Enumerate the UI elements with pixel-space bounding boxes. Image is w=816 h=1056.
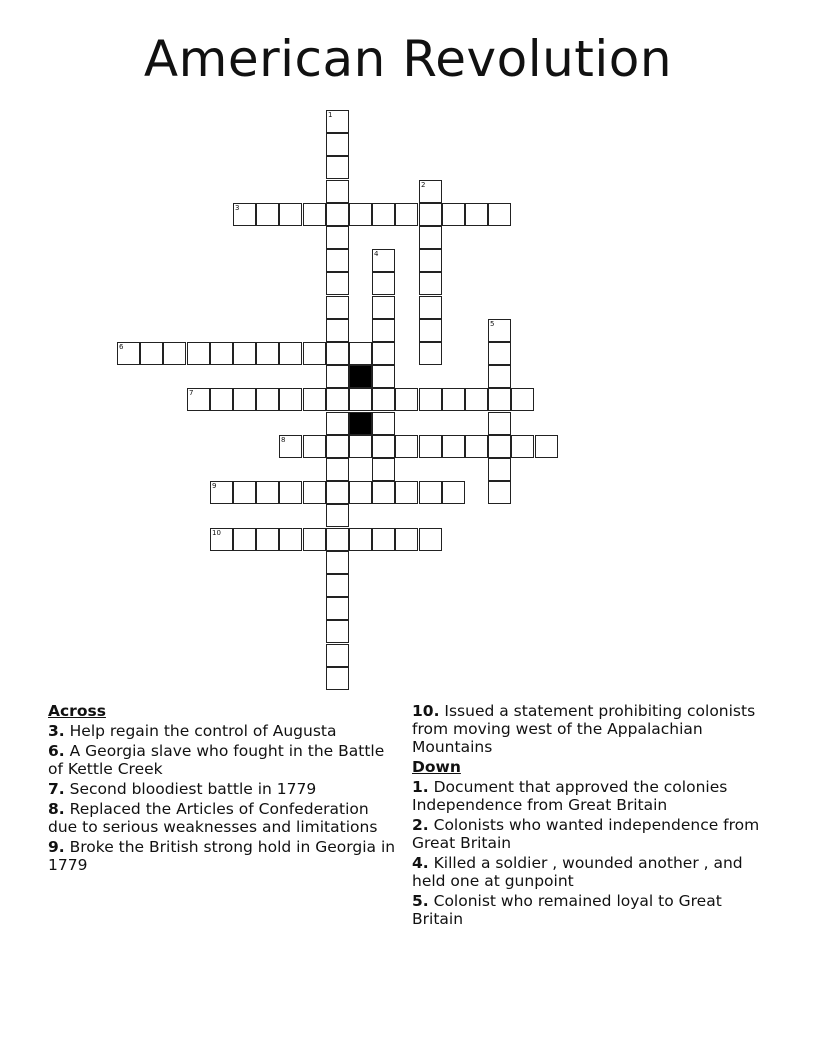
clue-across-9: [48, 838, 398, 874]
grid-cell[interactable]: [326, 110, 349, 133]
grid-cell[interactable]: [279, 388, 302, 411]
clue-text: Second bloodiest battle in 1779: [69, 780, 317, 798]
grid-cell[interactable]: [326, 296, 349, 319]
grid-cell[interactable]: [326, 319, 349, 342]
grid-cell[interactable]: [372, 388, 395, 411]
clue-number: 2.: [412, 816, 429, 834]
grid-cell[interactable]: [349, 388, 372, 411]
grid-cell[interactable]: [372, 203, 395, 226]
clue-number: 5.: [412, 892, 429, 910]
grid-cell[interactable]: [465, 388, 488, 411]
grid-cell[interactable]: [326, 133, 349, 156]
grid-cell[interactable]: [488, 319, 511, 342]
clue-text: A Georgia slave who fought in the Battle of Kettle Creek: [48, 742, 385, 778]
grid-cell[interactable]: [279, 342, 302, 365]
clue-text: Killed a soldier , wounded another , and held one at gunpoint: [412, 854, 743, 890]
grid-cell[interactable]: [256, 203, 279, 226]
grid-cell[interactable]: [465, 203, 488, 226]
clue-text: Colonists who wanted independence from Great Britain: [412, 816, 760, 852]
clue-across-7: [48, 780, 398, 798]
clue-across-10: [412, 702, 762, 756]
clue-number: 10.: [412, 702, 440, 720]
across-heading: Across: [48, 702, 106, 720]
grid-cell[interactable]: [326, 156, 349, 179]
grid-cell[interactable]: [326, 528, 349, 551]
grid-cell[interactable]: [349, 481, 372, 504]
grid-cell[interactable]: [465, 435, 488, 458]
grid-cell[interactable]: [326, 272, 349, 295]
grid-cell[interactable]: [256, 481, 279, 504]
grid-cell[interactable]: [395, 203, 418, 226]
grid-cell[interactable]: [372, 272, 395, 295]
clue-down-4: [412, 854, 762, 890]
grid-cell[interactable]: [488, 481, 511, 504]
grid-cell[interactable]: [303, 342, 326, 365]
grid-cell[interactable]: [326, 644, 349, 667]
grid-cell[interactable]: [326, 435, 349, 458]
grid-cell[interactable]: [326, 551, 349, 574]
clue-number-label: 1: [328, 111, 333, 119]
grid-cell[interactable]: [279, 481, 302, 504]
grid-cell[interactable]: [372, 365, 395, 388]
grid-cell[interactable]: [488, 412, 511, 435]
grid-cell[interactable]: [256, 342, 279, 365]
grid-cell[interactable]: [395, 528, 418, 551]
grid-cell[interactable]: [326, 574, 349, 597]
grid-cell[interactable]: [210, 342, 233, 365]
grid-cell[interactable]: [140, 342, 163, 365]
grid-cell[interactable]: [233, 481, 256, 504]
clue-number-label: 10: [212, 529, 221, 537]
grid-cell[interactable]: [419, 203, 442, 226]
grid-cell[interactable]: [303, 435, 326, 458]
clue-number-label: 2: [421, 181, 426, 189]
grid-cell[interactable]: [442, 435, 465, 458]
grid-cell[interactable]: [372, 458, 395, 481]
clue-down-1: [412, 778, 762, 814]
grid-cell[interactable]: [256, 528, 279, 551]
clue-across-8: [48, 800, 398, 836]
grid-cell[interactable]: [303, 481, 326, 504]
grid-cell[interactable]: [163, 342, 186, 365]
grid-block-cell: [349, 412, 372, 435]
clue-number-label: 3: [235, 204, 240, 212]
clue-across-6: [48, 742, 398, 778]
grid-cell[interactable]: [442, 481, 465, 504]
clue-down-2: [412, 816, 762, 852]
grid-cell[interactable]: [395, 435, 418, 458]
grid-cell[interactable]: [372, 435, 395, 458]
grid-cell[interactable]: [395, 388, 418, 411]
clue-number: 3.: [48, 722, 65, 740]
grid-cell[interactable]: [303, 388, 326, 411]
grid-cell[interactable]: [488, 388, 511, 411]
grid-cell[interactable]: [419, 342, 442, 365]
clue-text: Document that approved the colonies Independence from Great Britain: [412, 778, 728, 814]
clue-number-label: 5: [490, 320, 495, 328]
grid-cell[interactable]: [419, 180, 442, 203]
grid-cell[interactable]: [349, 528, 372, 551]
grid-cell[interactable]: [210, 388, 233, 411]
grid-cell[interactable]: [488, 458, 511, 481]
clue-number-label: 9: [212, 482, 217, 490]
grid-cell[interactable]: [326, 458, 349, 481]
grid-cell[interactable]: [326, 342, 349, 365]
grid-cell[interactable]: [326, 620, 349, 643]
grid-cell[interactable]: [279, 528, 302, 551]
clue-text: Colonist who remained loyal to Great Britain: [412, 892, 722, 928]
grid-cell[interactable]: [535, 435, 558, 458]
grid-cell[interactable]: [372, 296, 395, 319]
grid-cell[interactable]: [488, 435, 511, 458]
clue-number: 6.: [48, 742, 65, 760]
grid-cell[interactable]: [233, 528, 256, 551]
grid-cell[interactable]: [326, 203, 349, 226]
clue-across-3: [48, 722, 398, 740]
clue-number: 4.: [412, 854, 429, 872]
grid-cell[interactable]: [372, 319, 395, 342]
grid-block-cell: [349, 365, 372, 388]
grid-cell[interactable]: [233, 342, 256, 365]
grid-cell[interactable]: [326, 226, 349, 249]
grid-cell[interactable]: [419, 481, 442, 504]
clue-number: 9.: [48, 838, 65, 856]
grid-cell[interactable]: [488, 342, 511, 365]
grid-cell[interactable]: [419, 435, 442, 458]
grid-cell[interactable]: [419, 388, 442, 411]
grid-cell[interactable]: [326, 249, 349, 272]
clue-text: Issued a statement prohibiting colonists from moving west of the Appalachian Mountains: [412, 702, 756, 756]
grid-cell[interactable]: [488, 203, 511, 226]
clue-text: Help regain the control of Augusta: [69, 722, 337, 740]
grid-cell[interactable]: [419, 296, 442, 319]
grid-cell[interactable]: [303, 203, 326, 226]
grid-cell[interactable]: [233, 388, 256, 411]
grid-cell[interactable]: [419, 272, 442, 295]
grid-cell[interactable]: [233, 203, 256, 226]
clue-number-label: 7: [189, 389, 194, 397]
grid-cell[interactable]: [279, 435, 302, 458]
grid-cell[interactable]: [210, 481, 233, 504]
grid-cell[interactable]: [419, 226, 442, 249]
clues-right-column: [412, 702, 762, 930]
grid-cell[interactable]: [419, 249, 442, 272]
grid-cell[interactable]: [488, 365, 511, 388]
clue-number: 1.: [412, 778, 429, 796]
clue-number: 7.: [48, 780, 65, 798]
grid-cell[interactable]: [326, 365, 349, 388]
puzzle-title: American Revolution: [143, 30, 673, 88]
grid-cell[interactable]: [326, 597, 349, 620]
grid-cell[interactable]: [279, 203, 302, 226]
grid-cell[interactable]: [349, 342, 372, 365]
grid-cell[interactable]: [326, 667, 349, 690]
clues-left-column: [48, 702, 398, 876]
clue-text: Replaced the Articles of Confederation due to serious weaknesses and limitations: [48, 800, 378, 836]
grid-cell[interactable]: [117, 342, 140, 365]
grid-cell[interactable]: [442, 388, 465, 411]
grid-cell[interactable]: [372, 528, 395, 551]
clue-text: Broke the British strong hold in Georgia in 1779: [48, 838, 396, 874]
grid-cell[interactable]: [187, 342, 210, 365]
grid-cell[interactable]: [326, 504, 349, 527]
grid-cell[interactable]: [326, 180, 349, 203]
grid-cell[interactable]: [442, 203, 465, 226]
clue-number-label: 8: [281, 436, 286, 444]
clue-number-label: 6: [119, 343, 124, 351]
grid-cell[interactable]: [326, 388, 349, 411]
grid-cell[interactable]: [419, 319, 442, 342]
grid-cell[interactable]: [372, 481, 395, 504]
grid-cell[interactable]: [419, 528, 442, 551]
grid-cell[interactable]: [395, 481, 418, 504]
down-heading: Down: [412, 758, 461, 776]
clue-down-5: [412, 892, 762, 928]
grid-cell[interactable]: [349, 435, 372, 458]
grid-cell[interactable]: [326, 481, 349, 504]
grid-cell[interactable]: [303, 528, 326, 551]
grid-cell[interactable]: [187, 388, 210, 411]
clue-number: 8.: [48, 800, 65, 818]
grid-cell[interactable]: [256, 388, 279, 411]
grid-cell[interactable]: [511, 435, 534, 458]
clue-number-label: 4: [374, 250, 379, 258]
grid-cell[interactable]: [210, 528, 233, 551]
grid-cell[interactable]: [372, 412, 395, 435]
grid-cell[interactable]: [511, 388, 534, 411]
grid-cell[interactable]: [372, 249, 395, 272]
grid-cell[interactable]: [349, 203, 372, 226]
grid-cell[interactable]: [326, 412, 349, 435]
grid-cell[interactable]: [372, 342, 395, 365]
